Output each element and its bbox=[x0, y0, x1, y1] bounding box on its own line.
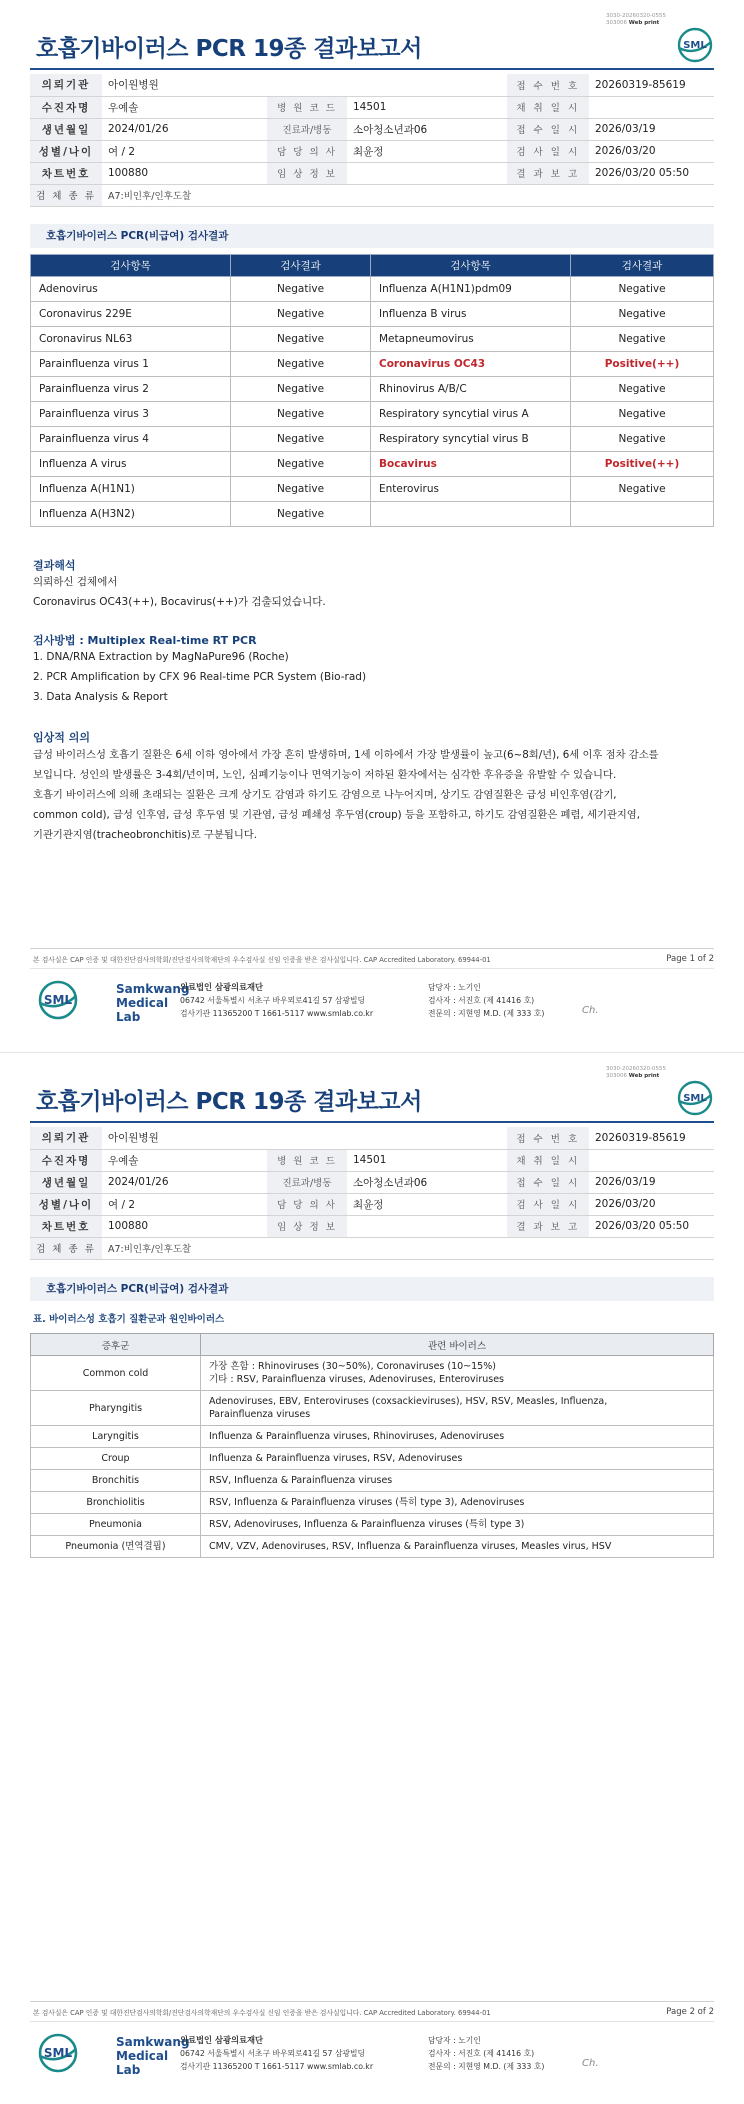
test-result: Negative bbox=[231, 402, 371, 427]
test-result: Positive(++) bbox=[571, 452, 714, 477]
related-viruses: 가장 흔함 : Rhinoviruses (30~50%), Coronaviruses (10~15%) 기타 : RSV, Parainfluenza viruses, Adenoviruses, Enteroviruses bbox=[201, 1356, 714, 1391]
signature: Ch. bbox=[582, 2058, 599, 2069]
svg-text:SML: SML bbox=[683, 1093, 707, 1104]
patient-name: 우예솔 bbox=[102, 1149, 267, 1171]
result-row bbox=[31, 277, 714, 302]
syndrome-row bbox=[31, 1391, 714, 1426]
requesting-org: 아이원병원 bbox=[102, 74, 267, 96]
patient-name: 우예솔 bbox=[102, 96, 267, 118]
syndrome-row bbox=[31, 1426, 714, 1448]
title-divider bbox=[30, 1121, 714, 1123]
doctor: 최윤정 bbox=[347, 1193, 507, 1215]
receipt-number: 20260319-85619 bbox=[589, 74, 714, 96]
test-result: Negative bbox=[571, 402, 714, 427]
test-item: Enterovirus bbox=[371, 477, 571, 502]
test-item: Influenza A(H3N2) bbox=[31, 502, 231, 527]
institution-info: 의료법인 삼광의료재단 06742 서울특별시 서초구 바우뫼로41길 57 삼광빌딩 검사기관 11365200 T 1661-5117 www.smlab.co.kr bbox=[180, 982, 374, 1018]
col-header-syndrome: 증후군 bbox=[31, 1334, 201, 1356]
syndrome-name: Laryngitis bbox=[31, 1426, 201, 1448]
results-section-title: 호흡기바이러스 PCR(비급여) 검사결과 bbox=[30, 224, 714, 248]
footer-divider bbox=[30, 2001, 714, 2002]
col-header-result: 검사결과 bbox=[571, 255, 714, 277]
test-result: Negative bbox=[571, 477, 714, 502]
clinical-significance-text: 급성 바이러스성 호흡기 질환은 6세 이하 영아에서 가장 흔히 발생하며, 1세 이하에서 가장 발생률이 높고(6~8회/년), 6세 이후 점차 감소를 보입니다. 성인의 발생률은 3-4회/년이며, 노인, 심폐기능이나 면역기능이 저하된 환자에서는 심각한 후유증을 유발할 수 있습니다. 호흡기 바이러스에 의해 초래되는 질환은 크게 상기도 감염과 하기도 감염으로 나누어지며, 상기도 감염질환은 급성 비인후염(감기, common cold), 급성 인후염, 급성 후두염 및 기관염, 급성 폐쇄성 후두염(croup) 등을 포함하고, 하기도 감염질환은 폐렴, 세기관지염, 기관기관지염(tracheobronchitis)로 구분됩니다. bbox=[33, 749, 659, 841]
test-item: Metapneumovirus bbox=[371, 327, 571, 352]
syndrome-row bbox=[31, 1514, 714, 1536]
test-result: Negative bbox=[231, 352, 371, 377]
test-result: Negative bbox=[571, 327, 714, 352]
test-result: Negative bbox=[231, 477, 371, 502]
syndrome-name: Pneumonia bbox=[31, 1514, 201, 1536]
svg-text:SML: SML bbox=[683, 40, 707, 51]
accreditation-note: 본 검사실은 CAP 인증 및 대한진단검사의학회/진단검사의학재단의 우수검사실 신임 인증을 받은 검사실입니다. CAP Accredited Laboratory. 69944-01 bbox=[33, 2009, 491, 2017]
receipt-date: 2026/03/19 bbox=[589, 118, 714, 140]
related-viruses: RSV, Influenza & Parainfluenza viruses (특히 type 3), Adenoviruses bbox=[201, 1492, 714, 1514]
test-result: Negative bbox=[231, 377, 371, 402]
report-date: 2026/03/20 05:50 bbox=[589, 162, 714, 184]
related-viruses: RSV, Adenoviruses, Influenza & Parainfluenza viruses (특히 type 3) bbox=[201, 1514, 714, 1536]
test-item: Respiratory syncytial virus B bbox=[371, 427, 571, 452]
report-title: 호흡기바이러스 PCR 19종 결과보고서 bbox=[36, 1089, 422, 1115]
related-viruses: Adenoviruses, EBV, Enteroviruses (coxsackieviruses), HSV, RSV, Measles, Influenza, Parainfluenza viruses bbox=[201, 1391, 714, 1426]
test-result: Negative bbox=[571, 302, 714, 327]
result-row bbox=[31, 427, 714, 452]
test-item: Coronavirus OC43 bbox=[371, 352, 571, 377]
interpretation-title: 결과해석 bbox=[33, 559, 76, 572]
test-result: Negative bbox=[231, 452, 371, 477]
sml-logo-icon bbox=[36, 978, 80, 1022]
col-header-viruses: 관련 바이러스 bbox=[201, 1334, 714, 1356]
report-page-2 bbox=[0, 1052, 744, 2104]
syndrome-name: Bronchiolitis bbox=[31, 1492, 201, 1514]
test-item: Influenza A virus bbox=[31, 452, 231, 477]
doctor: 최윤정 bbox=[347, 140, 507, 162]
test-item: Parainfluenza virus 3 bbox=[31, 402, 231, 427]
test-result: Negative bbox=[571, 427, 714, 452]
staff-info: 담당자 : 노기인 검사자 : 서진호 (제 41416 호) 전문의 : 지현영 M.D. (제 333 호) bbox=[428, 2036, 545, 2071]
footer-divider bbox=[30, 948, 714, 949]
footer-logo: SML Samkwang Medical Lab bbox=[36, 978, 176, 1018]
test-item: Parainfluenza virus 2 bbox=[31, 377, 231, 402]
result-row bbox=[31, 452, 714, 477]
syndrome-row bbox=[31, 1536, 714, 1558]
result-row bbox=[31, 302, 714, 327]
test-result: Negative bbox=[571, 277, 714, 302]
test-date: 2026/03/20 bbox=[589, 1193, 714, 1215]
syndrome-row bbox=[31, 1448, 714, 1470]
related-viruses: Influenza & Parainfluenza viruses, Rhinoviruses, Adenoviruses bbox=[201, 1426, 714, 1448]
specimen-type: A7:비인후/인후도찰 bbox=[102, 184, 714, 206]
test-item: Parainfluenza virus 1 bbox=[31, 352, 231, 377]
test-result: Negative bbox=[231, 502, 371, 527]
report-title: 호흡기바이러스 PCR 19종 결과보고서 bbox=[36, 36, 422, 62]
syndrome-name: Pneumonia (면역결핍) bbox=[31, 1536, 201, 1558]
syndrome-name: Bronchitis bbox=[31, 1470, 201, 1492]
result-row bbox=[31, 502, 714, 527]
chart-number: 100880 bbox=[102, 162, 267, 184]
collection-date bbox=[589, 1149, 714, 1171]
top-code: 3030-20260320-0555 303006 Web print bbox=[606, 13, 666, 26]
related-viruses: RSV, Influenza & Parainfluenza viruses bbox=[201, 1470, 714, 1492]
patient-info-table: 의뢰기관 아이원병원 접 수 번 호 20260319-85619 수진자명 우예솔 병 원 코 드 14501 채 취 일 시 생년월일 2024/01/26 진료과/병동 소아청소년과06 접 수 일 시 2026/03/19 성별/나이 여 / 2 담 당 의 사 최윤정 검 사 일 시 2026/03/20 차트번호 100880 임 상 정 보 결 과 보 고 2026/03/20 05:50 검 체 종 류 A7:비인후/인후도찰 bbox=[30, 74, 714, 207]
test-item: Parainfluenza virus 4 bbox=[31, 427, 231, 452]
test-date: 2026/03/20 bbox=[589, 140, 714, 162]
test-item: Coronavirus 229E bbox=[31, 302, 231, 327]
syndrome-row bbox=[31, 1470, 714, 1492]
test-item: Influenza A(H1N1) bbox=[31, 477, 231, 502]
receipt-date: 2026/03/19 bbox=[589, 1171, 714, 1193]
test-item: Respiratory syncytial virus A bbox=[371, 402, 571, 427]
results-section-title: 호흡기바이러스 PCR(비급여) 검사결과 bbox=[30, 1277, 714, 1301]
clinical-info bbox=[347, 162, 507, 184]
sex-age: 여 / 2 bbox=[102, 140, 267, 162]
test-result: Negative bbox=[571, 377, 714, 402]
syndrome-row bbox=[31, 1356, 714, 1391]
test-item: Adenovirus bbox=[31, 277, 231, 302]
requesting-org: 아이원병원 bbox=[102, 1127, 267, 1149]
page-number: Page 1 of 2 bbox=[666, 954, 714, 964]
hospital-code: 14501 bbox=[347, 96, 507, 118]
test-item: Influenza A(H1N1)pdm09 bbox=[371, 277, 571, 302]
sml-logo-icon bbox=[676, 1079, 714, 1117]
accreditation-note: 본 검사실은 CAP 인증 및 대한진단검사의학회/진단검사의학재단의 우수검사실 신임 인증을 받은 검사실입니다. CAP Accredited Laboratory. 69944-01 bbox=[33, 956, 491, 964]
table-title: 표. 바이러스성 호흡기 질환군과 원인바이러스 bbox=[33, 1314, 225, 1325]
related-viruses: Influenza & Parainfluenza viruses, RSV, Adenoviruses bbox=[201, 1448, 714, 1470]
result-row bbox=[31, 477, 714, 502]
collection-date bbox=[589, 96, 714, 118]
svg-text:SML: SML bbox=[43, 2046, 73, 2060]
syndrome-name: Common cold bbox=[31, 1356, 201, 1391]
test-result: Negative bbox=[231, 277, 371, 302]
institution-info: 의료법인 삼광의료재단 06742 서울특별시 서초구 바우뫼로41길 57 삼광빌딩 검사기관 11365200 T 1661-5117 www.smlab.co.kr bbox=[180, 2035, 374, 2071]
sml-logo-icon bbox=[676, 26, 714, 64]
patient-info-table: 의뢰기관 아이원병원 접 수 번 호 20260319-85619 수진자명 우예솔 병 원 코 드 14501 채 취 일 시 생년월일 2024/01/26 진료과/병동 소아청소년과06 접 수 일 시 2026/03/19 성별/나이 여 / 2 담 당 의 사 최윤정 검 사 일 시 2026/03/20 차트번호 100880 임 상 정 보 결 과 보 고 2026/03/20 05:50 검 체 종 류 A7:비인후/인후도찰 bbox=[30, 1127, 714, 1260]
result-row bbox=[31, 352, 714, 377]
report-date: 2026/03/20 05:50 bbox=[589, 1215, 714, 1237]
page-number: Page 2 of 2 bbox=[666, 2007, 714, 2017]
date-of-birth: 2024/01/26 bbox=[102, 118, 267, 140]
footer-logo: SML Samkwang Medical Lab bbox=[36, 2031, 176, 2071]
hospital-code: 14501 bbox=[347, 1149, 507, 1171]
test-result bbox=[571, 502, 714, 527]
syndrome-virus-table bbox=[30, 1333, 714, 1558]
test-item: Influenza B virus bbox=[371, 302, 571, 327]
results-table bbox=[30, 254, 714, 527]
result-row bbox=[31, 327, 714, 352]
col-header-item: 검사항목 bbox=[371, 255, 571, 277]
sml-logo-icon bbox=[36, 2031, 80, 2075]
col-header-item: 검사항목 bbox=[31, 255, 231, 277]
signature: Ch. bbox=[582, 1005, 599, 1016]
receipt-number: 20260319-85619 bbox=[589, 1127, 714, 1149]
syndrome-row bbox=[31, 1492, 714, 1514]
test-result: Negative bbox=[231, 427, 371, 452]
test-item: Bocavirus bbox=[371, 452, 571, 477]
chart-number: 100880 bbox=[102, 1215, 267, 1237]
syndrome-name: Croup bbox=[31, 1448, 201, 1470]
col-header-result: 검사결과 bbox=[231, 255, 371, 277]
interpretation-text: 의뢰하신 검체에서 Coronavirus OC43(++), Bocavirus(++)가 검출되었습니다. bbox=[33, 576, 326, 608]
test-result: Negative bbox=[231, 327, 371, 352]
result-row bbox=[31, 402, 714, 427]
specimen-type: A7:비인후/인후도찰 bbox=[102, 1237, 714, 1259]
method-steps: 1. DNA/RNA Extraction by MagNaPure96 (Roche) 2. PCR Amplification by CFX 96 Real-time PCR System (Bio-rad) 3. Data Analysis & Report bbox=[33, 651, 367, 703]
related-viruses: CMV, VZV, Adenoviruses, RSV, Influenza & Parainfluenza viruses, Measles virus, HSV bbox=[201, 1536, 714, 1558]
sex-age: 여 / 2 bbox=[102, 1193, 267, 1215]
clinical-significance-title: 임상적 의의 bbox=[33, 731, 90, 744]
title-divider bbox=[30, 68, 714, 70]
test-result: Positive(++) bbox=[571, 352, 714, 377]
staff-info: 담당자 : 노기인 검사자 : 서진호 (제 41416 호) 전문의 : 지현영 M.D. (제 333 호) bbox=[428, 983, 545, 1018]
test-item bbox=[371, 502, 571, 527]
clinical-info bbox=[347, 1215, 507, 1237]
date-of-birth: 2024/01/26 bbox=[102, 1171, 267, 1193]
syndrome-name: Pharyngitis bbox=[31, 1391, 201, 1426]
department: 소아청소년과06 bbox=[347, 1171, 507, 1193]
svg-text:SML: SML bbox=[43, 993, 73, 1007]
test-result: Negative bbox=[231, 302, 371, 327]
result-row bbox=[31, 377, 714, 402]
test-item: Rhinovirus A/B/C bbox=[371, 377, 571, 402]
department: 소아청소년과06 bbox=[347, 118, 507, 140]
test-item: Coronavirus NL63 bbox=[31, 327, 231, 352]
method-title: 검사방법 : Multiplex Real-time RT PCR bbox=[33, 634, 257, 647]
top-code: 3030-20260320-0555 303006 Web print bbox=[606, 1066, 666, 1079]
